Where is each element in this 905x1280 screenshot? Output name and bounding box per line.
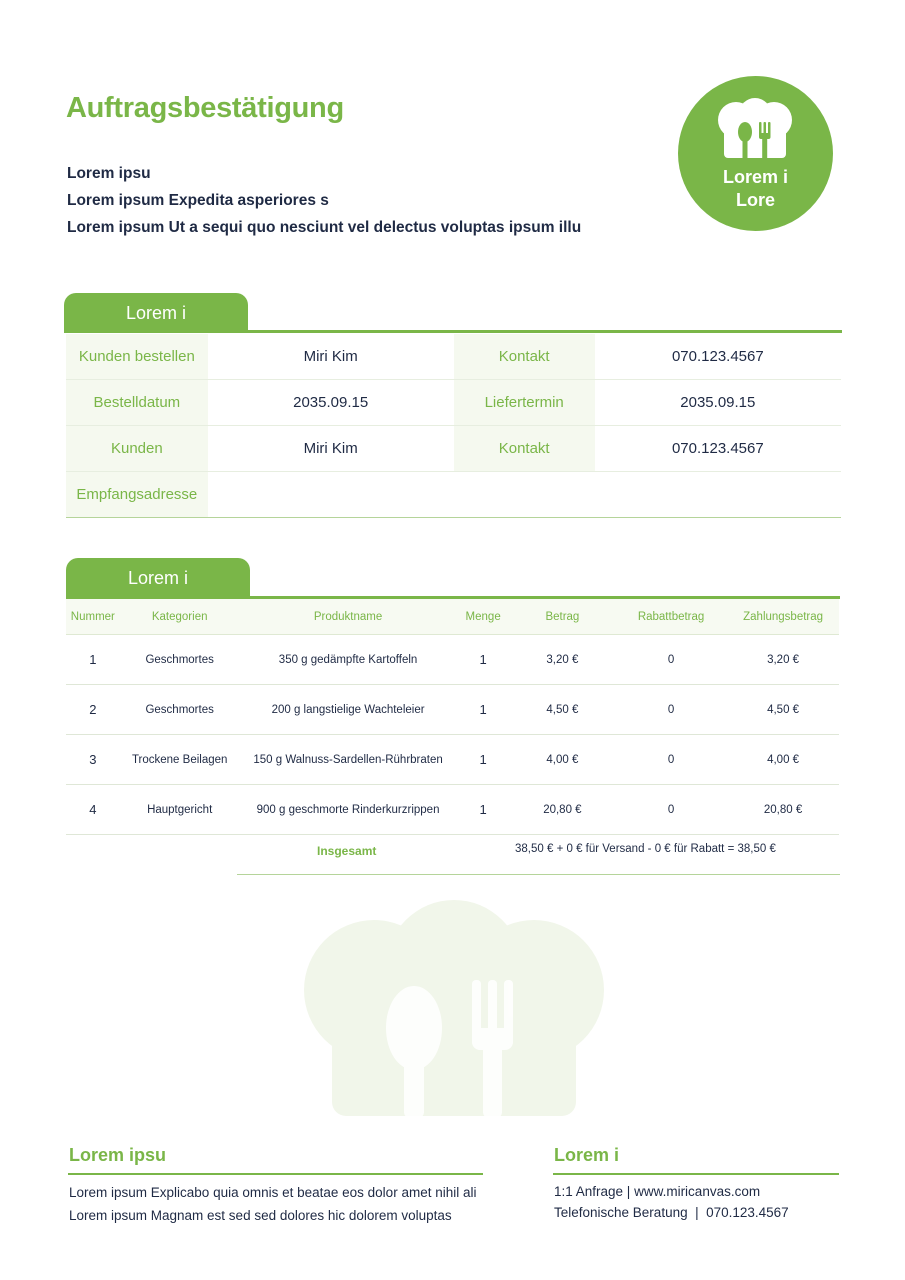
header-line-3: Lorem ipsum Ut a sequi quo nesciunt vel delectus voluptas ipsum illu (67, 219, 582, 236)
items-section-tab: Lorem i (66, 558, 250, 596)
cell-category: Trockene Beilagen (120, 735, 240, 785)
column-header: Nummer (66, 599, 120, 635)
info-label: Kunden bestellen (66, 334, 208, 380)
cell-discount: 0 (615, 785, 727, 835)
logo-badge (678, 76, 833, 231)
cell-discount: 0 (615, 685, 727, 735)
info-label: Empfangsadresse (66, 472, 208, 518)
cell-product: 150 g Walnuss-Sardellen-Rührbraten (240, 735, 457, 785)
cell-category: Geschmortes (120, 635, 240, 685)
cell-amount: 20,80 € (510, 785, 615, 835)
column-header: Kategorien (120, 599, 240, 635)
info-value: 070.123.4567 (595, 426, 841, 472)
cell-payment: 4,50 € (727, 685, 839, 735)
cell-quantity: 1 (456, 685, 509, 735)
column-header: Rabattbetrag (615, 599, 727, 635)
logo-text-line-2: Lore (735, 190, 775, 210)
cell-payment: 4,00 € (727, 735, 839, 785)
address-value (208, 472, 841, 518)
info-section-divider (64, 330, 842, 333)
chef-hat-watermark-icon (302, 900, 604, 1118)
column-header: Betrag (510, 599, 615, 635)
info-label: Kunden (66, 426, 208, 472)
info-label: Liefertermin (454, 380, 595, 426)
info-row (66, 334, 841, 380)
cell-payment: 3,20 € (727, 635, 839, 685)
column-header: Zahlungsbetrag (727, 599, 839, 635)
table-row (66, 785, 839, 835)
info-row (66, 472, 841, 518)
footer-left-line-2: Lorem ipsum Magnam est sed sed dolores hic dolorem voluptas (69, 1208, 452, 1223)
cell-quantity: 1 (456, 785, 509, 835)
info-value: 2035.09.15 (595, 380, 841, 426)
footer-right-title: Lorem i (554, 1145, 620, 1165)
total-value: 38,50 € + 0 € für Versand - 0 € für Rabatt = 38,50 € (515, 843, 776, 855)
info-value: Miri Kim (208, 334, 454, 380)
items-table (66, 599, 839, 835)
footer-right-line-1: 1:1 Anfrage | www.miricanvas.com (554, 1184, 761, 1199)
page-title: Auftragsbestätigung (66, 92, 344, 124)
column-header: Menge (456, 599, 509, 635)
column-header: Produktname (240, 599, 457, 635)
cell-amount: 4,00 € (510, 735, 615, 785)
info-row (66, 426, 841, 472)
total-label: Insgesamt (317, 844, 377, 858)
table-row (66, 735, 839, 785)
footer-left-line-1: Lorem ipsum Explicabo quia omnis et beatae eos dolor amet nihil ali (69, 1185, 477, 1200)
total-row (237, 828, 840, 875)
cell-number: 1 (66, 635, 120, 685)
info-section-tab: Lorem i (64, 293, 248, 331)
info-row (66, 380, 841, 426)
chef-hat-icon (714, 98, 796, 160)
cell-discount: 0 (615, 635, 727, 685)
cell-category: Geschmortes (120, 685, 240, 735)
cell-discount: 0 (615, 735, 727, 785)
info-value: 2035.09.15 (208, 380, 454, 426)
cell-number: 2 (66, 685, 120, 735)
footer-right-line-2: Telefonische Beratung | 070.123.4567 (554, 1205, 789, 1220)
cell-product: 200 g langstielige Wachteleier (240, 685, 457, 735)
header-line-2: Lorem ipsum Expedita asperiores s (67, 192, 329, 209)
order-info-table (66, 334, 841, 518)
cell-quantity: 1 (456, 735, 509, 785)
info-label: Kontakt (454, 334, 595, 380)
table-row (66, 685, 839, 735)
cell-number: 3 (66, 735, 120, 785)
table-header-row (66, 599, 839, 635)
header-line-1: Lorem ipsu (67, 165, 151, 182)
cell-amount: 3,20 € (510, 635, 615, 685)
cell-payment: 20,80 € (727, 785, 839, 835)
info-label: Bestelldatum (66, 380, 208, 426)
info-value: Miri Kim (208, 426, 454, 472)
table-row (66, 635, 839, 685)
footer-right-divider (553, 1173, 839, 1175)
cell-product: 900 g geschmorte Rinderkurzrippen (240, 785, 457, 835)
info-value: 070.123.4567 (595, 334, 841, 380)
cell-category: Hauptgericht (120, 785, 240, 835)
cell-number: 4 (66, 785, 120, 835)
footer-left-divider (68, 1173, 483, 1175)
cell-product: 350 g gedämpfte Kartoffeln (240, 635, 457, 685)
info-label: Kontakt (454, 426, 595, 472)
logo-text-line-1: Lorem i (722, 167, 788, 187)
cell-amount: 4,50 € (510, 685, 615, 735)
cell-quantity: 1 (456, 635, 509, 685)
footer-left-title: Lorem ipsu (69, 1145, 167, 1165)
